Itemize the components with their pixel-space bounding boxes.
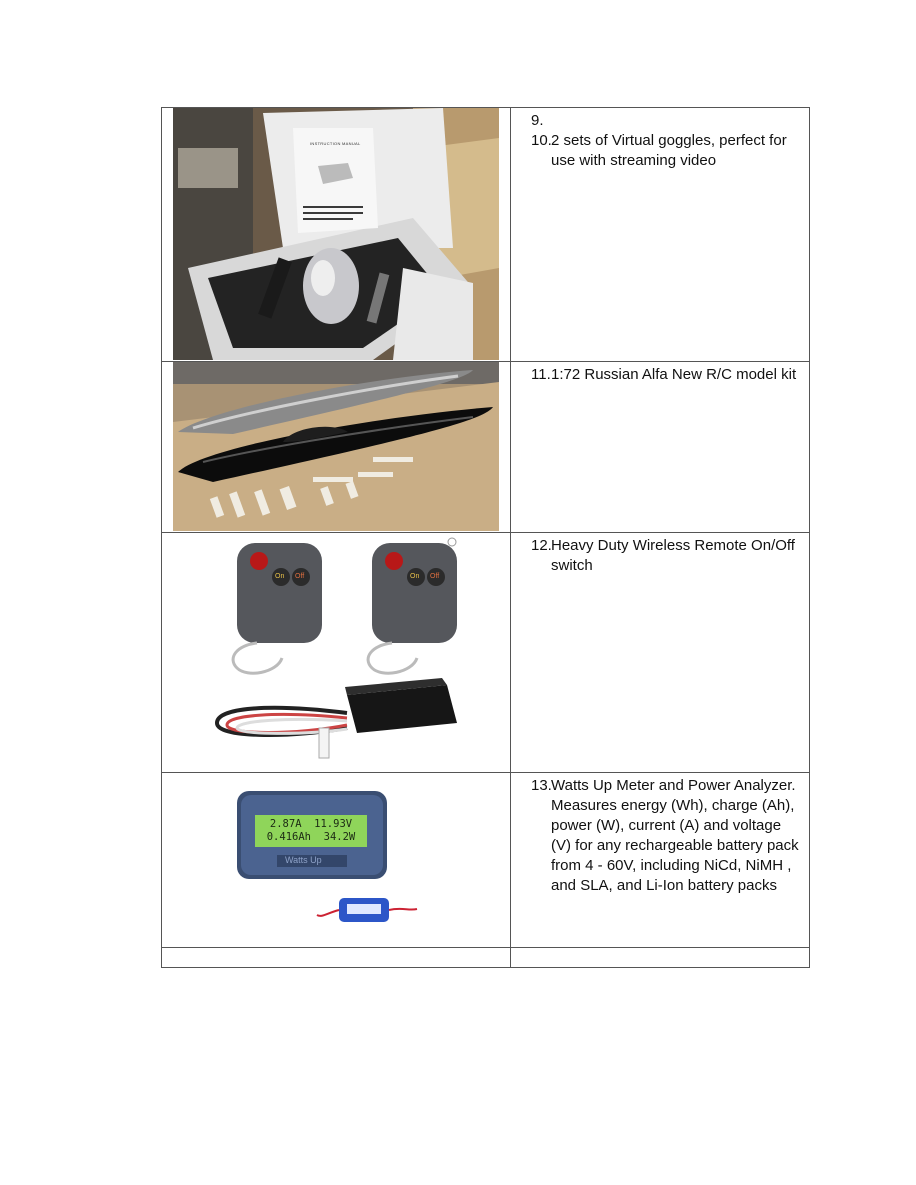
item-number: 12.	[531, 537, 552, 554]
item-text: 2 sets of Virtual goggles, perfect for use with streaming video	[551, 132, 787, 169]
description-cell	[511, 533, 810, 773]
image-cell	[162, 533, 511, 773]
remote-off-button-label: Off	[295, 573, 305, 580]
wireless-remote-photo	[207, 533, 507, 771]
image-cell	[162, 108, 511, 362]
item-text: 1:72 Russian Alfa New R/C model kit	[551, 366, 797, 383]
item-text: Heavy Duty Wireless Remote On/Off switch	[551, 537, 795, 574]
product-table	[161, 107, 810, 968]
item-number: 10.	[531, 132, 552, 149]
item-number: 9.	[531, 112, 544, 129]
list-item	[511, 111, 803, 131]
item-number: 11.	[531, 366, 551, 383]
table-row	[162, 362, 810, 533]
list-item	[511, 365, 803, 385]
table-row	[162, 773, 810, 948]
manual-title-text: INSTRUCTION MANUAL	[310, 141, 361, 146]
image-cell	[162, 773, 511, 948]
table-row-empty	[162, 948, 810, 968]
list-item	[511, 131, 803, 171]
description-cell	[511, 362, 810, 533]
lcd-line-2: 0.416Ah 34.2W	[266, 831, 356, 843]
empty-cell	[511, 948, 810, 968]
watts-up-meter-photo	[227, 773, 487, 946]
lcd-display	[255, 815, 367, 847]
list-item	[511, 536, 803, 576]
image-cell	[162, 362, 511, 533]
submarine-hull-kit-photo	[173, 362, 499, 531]
description-cell	[511, 108, 810, 362]
table-row	[162, 533, 810, 773]
item-text: Watts Up Meter and Power Analyzer. Measures energy (Wh), charge (Ah), power (W), current (A) and voltage (V) for any rechargeable battery pack from 4 - 60V, including NiCd, NiMH , and SLA, and Li-Ion battery packs	[551, 777, 799, 894]
lcd-line-1: 2.87A 11.93V	[269, 818, 353, 830]
instruction-manual-box-photo	[173, 108, 499, 360]
remote-on-button-label: On	[410, 573, 420, 580]
description-cell	[511, 773, 810, 948]
empty-cell	[162, 948, 511, 968]
list-item	[511, 776, 803, 896]
table-row	[162, 108, 810, 362]
remote-off-button-label: Off	[430, 573, 440, 580]
brand-text: Watts Up	[285, 855, 322, 865]
item-number: 13.	[531, 777, 552, 794]
remote-on-button-label: On	[275, 573, 285, 580]
